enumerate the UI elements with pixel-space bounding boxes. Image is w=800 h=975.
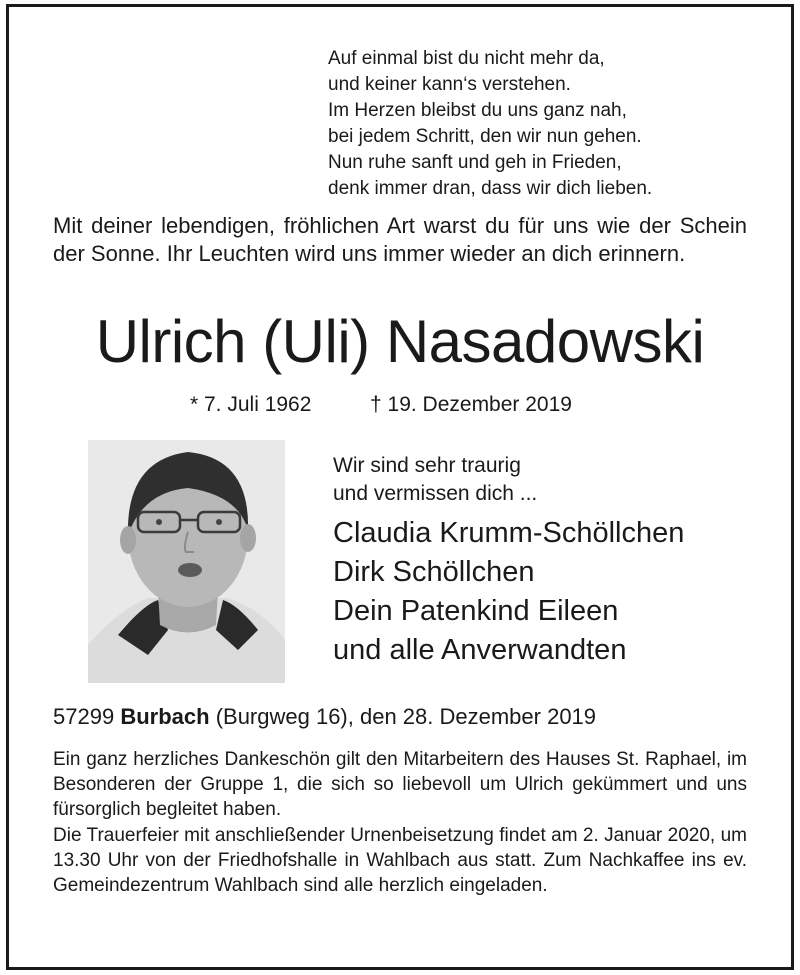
town: Burbach [120,704,210,729]
mourner-name: Dirk Schöllchen [333,556,535,588]
poem-line: Nun ruhe sanft und geh in Frieden, [328,152,622,173]
mourners-intro-line: Wir sind sehr traurig [333,454,521,477]
poem-line: bei jedem Schritt, den wir nun gehen. [328,126,642,147]
portrait-photo [88,440,285,683]
address-date: (Burgweg 16), den 28. Dezember 2019 [215,704,597,729]
mourner-name: Dein Patenkind Eileen [333,595,619,627]
death-date: † 19. Dezember 2019 [370,393,572,416]
mourner-name: Claudia Krumm-Schöllchen [333,517,685,549]
mourner-name: und alle Anverwandten [333,634,627,666]
poem-line: und keiner kann‘s verstehen. [328,74,571,95]
poem-line: Auf einmal bist du nicht mehr da, [328,48,605,69]
zip-code: 57299 [53,704,115,729]
mourners-intro-line: und vermissen dich ... [333,482,538,505]
deceased-name: Ulrich (Uli) Nasadowski [95,308,705,375]
intro-text: Mit deiner lebendigen, fröhlichen Art warst du für uns wie der Schein der Sonne. Ihr Leuchten wird uns immer wieder an dich erinnern. [53,213,747,266]
place-date-line [53,702,596,732]
mourners-block [333,452,684,670]
thanks-text: Ein ganz herzliches Dankeschön gilt den Mitarbeitern des Hauses St. Raphael, im Besonderen der Gruppe 1, die sich so liebevoll um Ulrich gekümmert und uns fürsorglich begleitet haben. [53,749,747,820]
poem-line: denk immer dran, dass wir dich lieben. [328,178,653,199]
poem [328,46,652,202]
poem-line: Im Herzen bleibst du uns ganz nah, [328,100,627,121]
birth-date: * 7. Juli 1962 [190,393,312,416]
funeral-info-text: Die Trauerfeier mit anschließender Urnenbeisetzung findet am 2. Januar 2020, um 13.30 Uhr von der Friedhofshalle in Wahlbach aus statt. Zum Nachkaffee ins ev. Gemeindezentrum Wahlbach sind alle herzlich eingeladen. [53,825,747,896]
life-dates [0,390,800,420]
